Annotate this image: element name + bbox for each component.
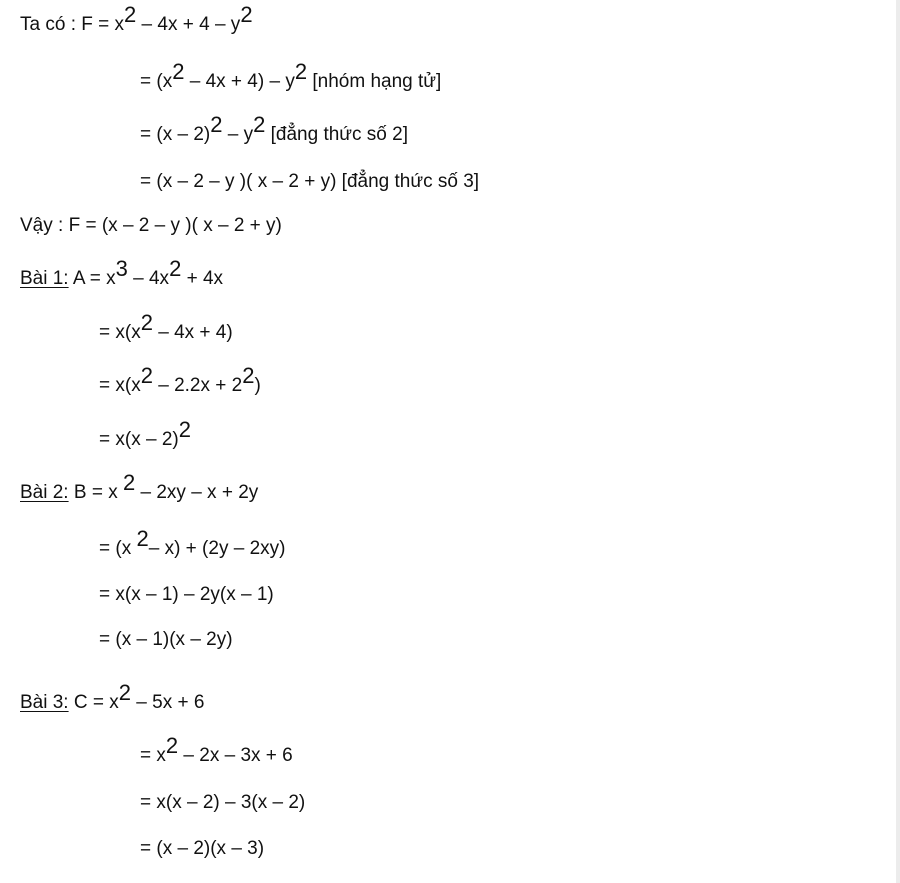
conclusion-line: Vậy : F = (x – 2 – y )( x – 2 + y): [20, 215, 282, 236]
intro-line-2: = $(x^2 - 4x + 4) - y^2$ [nhóm hạng tử]: [140, 59, 442, 92]
bai2-line-3: = x(x – 1) – 2y(x – 1): [99, 584, 274, 605]
bai2-line-4: = (x – 1)(x – 2y): [99, 629, 233, 650]
bai3-line-2: = $x^2 - 2x - 3x + 6$: [140, 733, 293, 766]
bai1-line-1: Bài 1: $A = x^3 - 4x^2 + 4x$: [20, 256, 224, 289]
bai3-line-3: = x(x – 2) – 3(x – 2): [140, 792, 306, 813]
bai3-line-1: Bài 3: $C = x^2 - 5x + 6$: [20, 680, 205, 713]
bai1-line-3: = $x(x^2 - 2.2x + 2^2)$: [99, 363, 261, 396]
bai1-label: Bài 1:: [20, 268, 69, 289]
scrollbar-track[interactable]: [896, 0, 900, 883]
bai2-label: Bài 2:: [20, 482, 69, 503]
intro-line-4: = (x – 2 – y )( x – 2 + y) [đẳng thức số 3]: [140, 171, 480, 192]
bai2-line-2: = (x $^2$– x) + (2y – 2xy): [99, 526, 286, 559]
bai1-line-4: = x(x – 2)$^2$: [99, 417, 191, 450]
bai3-line-4: = (x – 2)(x – 3): [140, 838, 265, 859]
intro-line-3: = $(x - 2)^2 - y^2$ [đẳng thức số 2]: [140, 112, 408, 145]
bai2-line-1: Bài 2: B = x $^2$ – 2xy – x + 2y: [20, 470, 259, 503]
bai1-line-2: = $x(x^2 - 4x + 4)$: [99, 310, 233, 343]
bai3-label: Bài 3:: [20, 692, 69, 713]
intro-line-1: Ta có : $F = x^2 - 4x + 4 - y^2$: [20, 2, 253, 35]
